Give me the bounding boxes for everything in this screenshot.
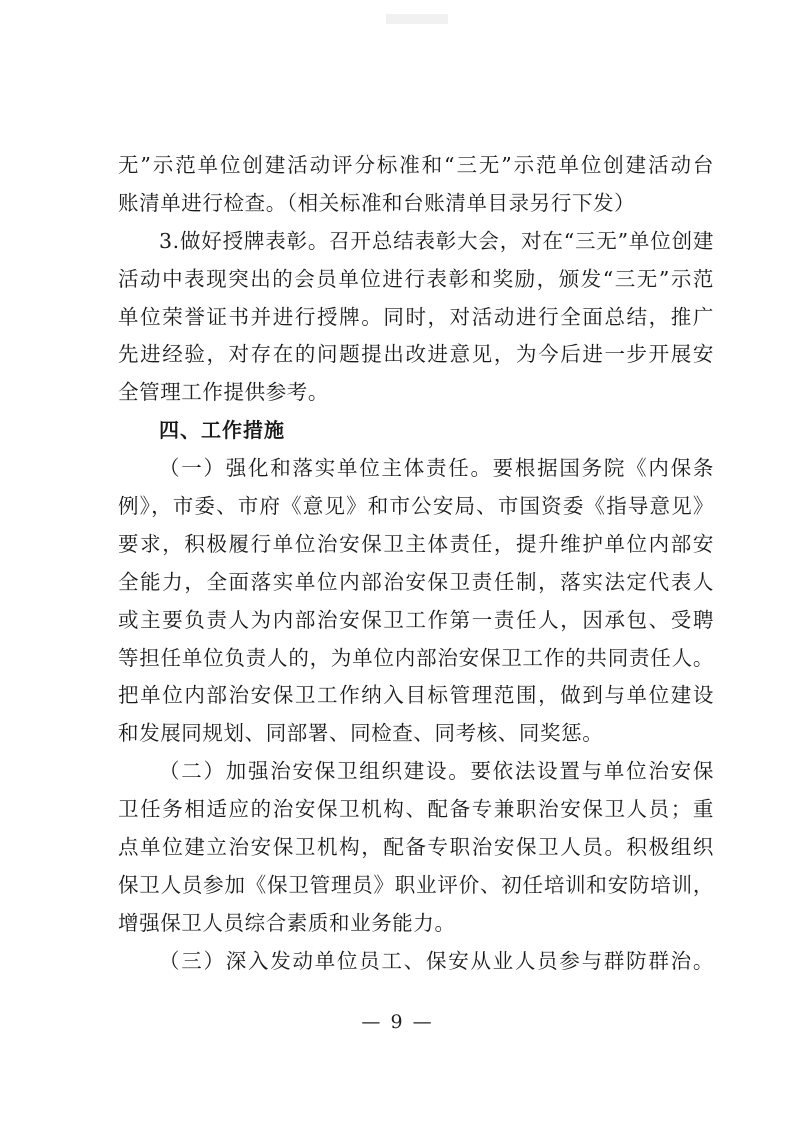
text-line: 保卫人员参加《保卫管理员》职业评价、初任培训和安防培训， — [118, 872, 714, 897]
text-line: 全能力，全面落实单位内部治安保卫责任制，落实法定代表人 — [118, 569, 714, 594]
text-line: 等担任单位负责人的，为单位内部治安保卫工作的共同责任人。 — [118, 645, 714, 670]
text-line: 3.做好授牌表彰。召开总结表彰大会，对在“三无”单位创建 — [159, 228, 714, 253]
text-line: 要求，积极履行单位治安保卫主体责任，提升维护单位内部安 — [118, 531, 714, 556]
text-line: 增强保卫人员综合素质和业务能力。 — [118, 910, 456, 935]
text-line: 例》，市委、市府《意见》和市公安局、市国资委《指导意见》 — [118, 494, 714, 519]
text-line: 全管理工作提供参考。 — [118, 380, 329, 405]
text-line: 把单位内部治安保卫工作纳入目标管理范围，做到与单位建设 — [118, 683, 714, 708]
text-line: 或主要负责人为内部治安保卫工作第一责任人，因承包、受聘 — [118, 607, 714, 632]
text-line: 无”示范单位创建活动评分标准和“三无”示范单位创建活动台 — [118, 153, 714, 177]
text-line: 先进经验，对存在的问题提出改进意见，为今后进一步开展安 — [118, 342, 714, 367]
text-line: （二）加强治安保卫组织建设。要依法设置与单位治安保 — [159, 759, 714, 784]
text-line: 点单位建立治安保卫机构，配备专职治安保卫人员。积极组织 — [118, 835, 714, 860]
scan-mark — [386, 14, 448, 24]
text-line: 账清单进行检查。（相关标准和台账清单目录另行下发） — [118, 190, 636, 215]
text-line: 单位荣誉证书并进行授牌。同时，对活动进行全面总结，推广 — [118, 304, 714, 329]
page-number: — 9 — — [361, 1011, 434, 1033]
text-line: （一）强化和落实单位主体责任。要根据国务院《内保条 — [159, 456, 714, 481]
text-line: （三）深入发动单位员工、保安从业人员参与群防群治。 — [159, 948, 714, 973]
text-line: 和发展同规划、同部署、同检查、同考核、同奖惩。 — [118, 721, 604, 746]
text-line: 卫任务相适应的治安保卫机构、配备专兼职治安保卫人员；重 — [118, 797, 714, 822]
document-body — [118, 147, 714, 981]
text-line: 活动中表现突出的会员单位进行表彰和奖励，颁发“三无”示范 — [118, 266, 714, 291]
section-heading: 四、工作措施 — [159, 418, 285, 443]
